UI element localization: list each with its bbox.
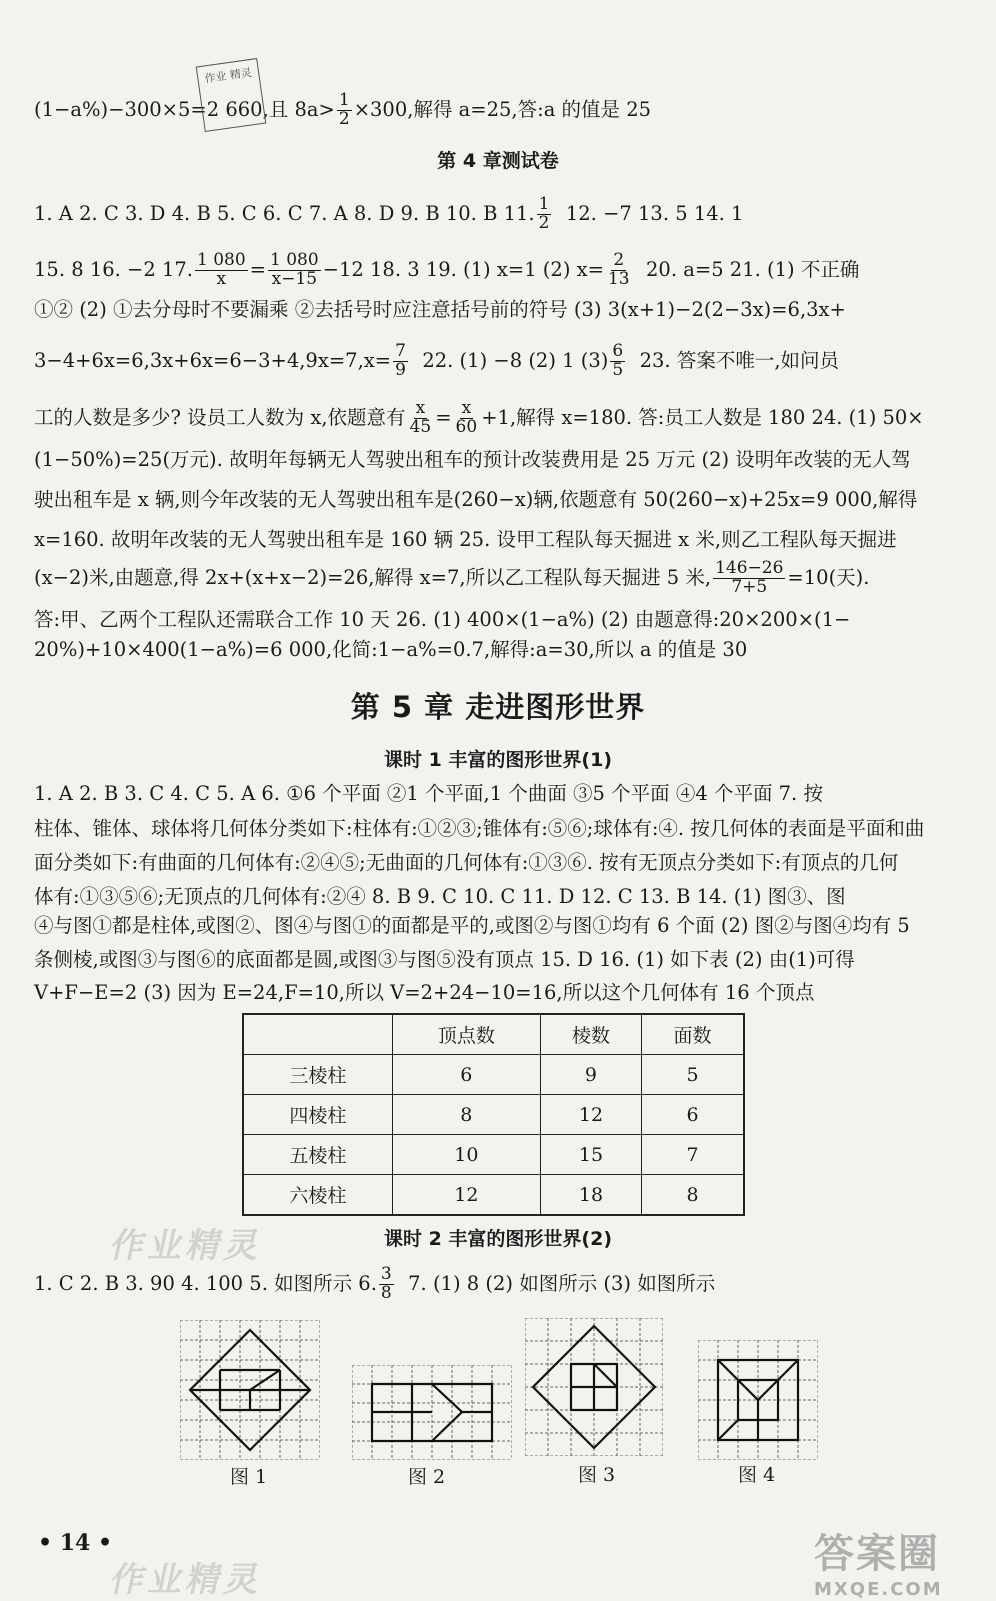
answer-line: (x−2)米,由题意,得 2x+(x+x−2)=26,解得 x=7,所以乙工程队每天掘进 5 米, $\frac{146-26}{7+5}$ =10(天). — [34, 558, 870, 597]
table-row: 三棱柱 6 9 5 — [243, 1055, 744, 1095]
watermark-text: 作业精灵 — [107, 1226, 268, 1266]
figure-3-grid — [525, 1318, 663, 1456]
stamp-logo: 作业 精灵 — [196, 58, 267, 132]
answer-line: 答:甲、乙两个工程队还需联合工作 10 天 26. (1) 400×(1−a%) (2) 由题意得:20×200×(1− — [34, 608, 851, 631]
answer-line: ①② (2) ①去分母时不要漏乘 ②去括号时应注意括号前的符号 (3) 3(x+1)−2(2−3x)=6,3x+ — [34, 298, 846, 321]
fraction: $\frac{1}{2}$ — [338, 90, 350, 129]
answer-line: x=160. 故明年改装的无人驾驶出租车是 160 辆 25. 设甲工程队每天掘进 x 米,则乙工程队每天掘进 — [34, 528, 897, 551]
figure-caption: 图 1 — [230, 1466, 268, 1488]
answer-line: 条侧棱,或图③与图⑥的底面都是圆,或图③与图⑤没有顶点 15. D 16. (1) 如下表 (2) 由(1)可得 — [34, 948, 855, 971]
answer-line: 1. A 2. B 3. C 4. C 5. A 6. ①6 个平面 ②1 个平面,1 个曲面 ③5 个平面 ④4 个平面 7. 按 — [34, 782, 823, 805]
answer-line: (1−a%)−300×5=2 660,且 8a> $\frac{1}{2}$ ×300,解得 a=25,答:a 的值是 25 — [34, 90, 652, 129]
answer-line: (1−50%)=25(万元). 故明年每辆无人驾驶出租车的预计改装费用是 25 万元 (2) 设明年改装的无人驾 — [34, 448, 911, 471]
answer-line: 20%)+10×400(1−a%)=6 000,化简:1−a%=0.7,解得:a=30,所以 a 的值是 30 — [34, 638, 748, 661]
answer-line: 驶出租车是 x 辆,则今年改装的无人驾驶出租车是(260−x)辆,依题意有 50(260−x)+25x=9 000,解得 — [34, 488, 918, 511]
table-header-row — [243, 1014, 744, 1055]
answer-line: 3−4+6x=6,3x+6x=6−3+4,9x=7,x= $\frac{7}{9}$ 22. (1) −8 (2) 1 (3) $\frac{6}{5}$ 23. 答案不唯一,如问员 — [34, 341, 840, 380]
table-header-cell: 顶点数 — [392, 1014, 540, 1055]
site-logo: 答案圈 MXQE.COM — [814, 1531, 943, 1600]
table-row: 四棱柱 8 12 6 — [243, 1095, 744, 1135]
answer-line: 1. A 2. C 3. D 4. B 5. C 6. C 7. A 8. D 9. B 10. B 11. $\frac{1}{2}$ 12. −7 13. 5 14. 1 — [34, 194, 744, 233]
answer-line: 工的人数是多少? 设员工人数为 x,依题意有 $\frac{x}{45}$ = $\frac{x}{60}$ +1,解得 x=180. 答:员工人数是 180 24. (1) 50× — [34, 398, 924, 437]
table-header-cell: 棱数 — [540, 1014, 641, 1055]
figure-1-grid — [180, 1320, 320, 1460]
chapter-title: 第 5 章 走进图形世界 — [350, 690, 646, 724]
section-title: 第 4 章测试卷 — [437, 150, 559, 172]
section-title: 课时 1 丰富的图形世界(1) — [383, 749, 613, 771]
table-row: 五棱柱 10 15 7 — [243, 1135, 744, 1175]
section-title: 课时 2 丰富的图形世界(2) — [383, 1228, 613, 1250]
polyhedra-table — [242, 1013, 745, 1216]
table-header-cell: 面数 — [642, 1014, 744, 1055]
watermark-text: 作业精灵 — [107, 1560, 268, 1600]
figure-caption: 图 3 — [578, 1464, 616, 1486]
answer-line: 体有:①③⑤⑥;无顶点的几何体有:②④ 8. B 9. C 10. C 11. D 12. C 13. B 14. (1) 图③、图 — [34, 885, 846, 908]
answer-line: 面分类如下:有曲面的几何体有:②④⑤;无曲面的几何体有:①③⑥. 按有无顶点分类如下:有顶点的几何 — [34, 851, 899, 874]
figure-2-grid — [352, 1365, 512, 1460]
answer-line: ④与图①都是柱体,或图②、图④与图①的面都是平的,或图②与图①均有 6 个面 (2) 图②与图④均有 5 — [34, 914, 910, 937]
answer-line: 柱体、锥体、球体将几何体分类如下:柱体有:①②③;锥体有:⑤⑥;球体有:④. 按几何体的表面是平面和曲 — [34, 817, 925, 840]
figure-caption: 图 4 — [738, 1464, 776, 1486]
figure-4-grid — [698, 1340, 818, 1460]
answer-line: 1. C 2. B 3. 90 4. 100 5. 如图所示 6. $\frac{3}{8}$ 7. (1) 8 (2) 如图所示 (3) 如图所示 — [34, 1264, 716, 1303]
table-header-cell — [243, 1014, 392, 1055]
figure-caption: 图 2 — [408, 1466, 446, 1488]
answer-line: V+F−E=2 (3) 因为 E=24,F=10,所以 V=2+24−10=16,所以这个几何体有 16 个顶点 — [34, 981, 815, 1004]
table-row: 六棱柱 12 18 8 — [243, 1175, 744, 1216]
page-number: • 14 • — [38, 1530, 113, 1556]
answer-line: 15. 8 16. −2 17. $\frac{1 080}{x}$ = $\frac{1 080}{x-15}$ −12 18. 3 19. (1) x=1 (2) x= $\frac{2}{13}$ 20. a=5 21. (1) 不正确 — [34, 250, 860, 289]
